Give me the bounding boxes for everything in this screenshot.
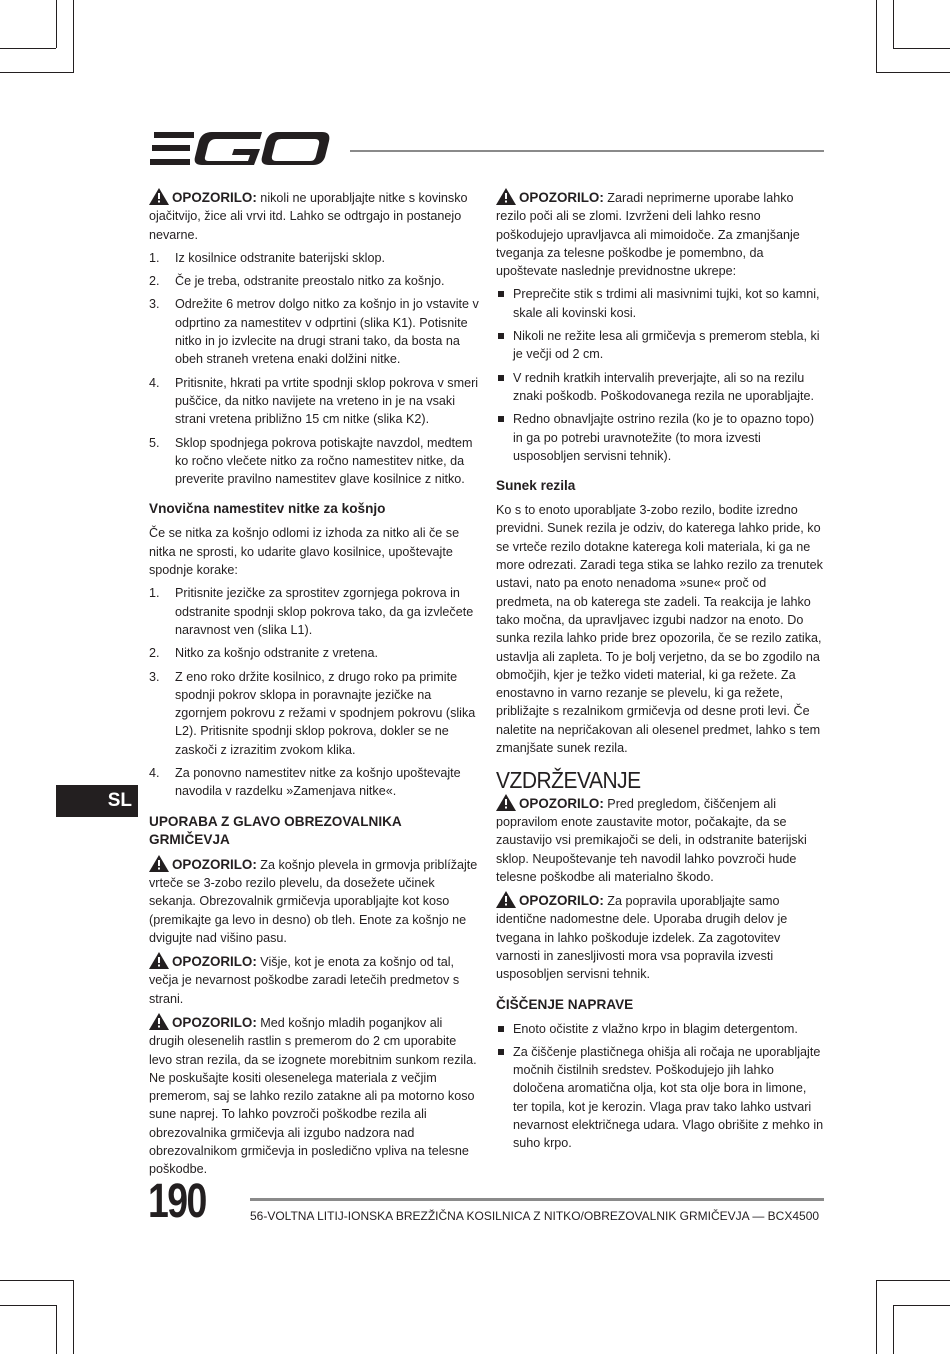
step-text: Če je treba, odstranite preostalo nitko za košnjo. [175, 274, 445, 289]
list-item [149, 272, 479, 290]
crop-mark [893, 1305, 894, 1354]
list-item [149, 764, 479, 801]
steps-list [149, 249, 479, 489]
warning-triangle-icon [496, 891, 516, 908]
step-text: Pritisnite jezičke za sprostitev zgornjega pokrova in odstranite spodnji sklop pokrova tako, da ga izvlečete naravnost ven (slika L1). [175, 586, 474, 637]
bullet-list [496, 1020, 824, 1153]
step-number: 3. [149, 669, 160, 684]
bullet-text: V rednih kratkih intervalih preverjajte, ali so na rezilu znaki poškodb. Poškodovanega rezila ne uporabljajte. [513, 370, 815, 403]
crop-mark [0, 72, 74, 73]
crop-mark [0, 1305, 56, 1306]
step-text: Odrežite 6 metrov dolgo nitko za košnjo in jo vstavite v odprtino za namestitev v odprtini (slika K1). Potisnite nitko in jo izvlecite na drugi strani tako, da bosta na obeh straneh vretena enaki dolžini nitke. [175, 297, 479, 367]
step-text: Pritisnite, hkrati pa vrtite spodnji sklop pokrova v smeri puščice, da nitko navijete na vreteno in je na vsaki strani vretena približno 15 cm nitke (slika K2). [175, 375, 479, 427]
list-item [496, 1043, 824, 1153]
crop-mark [56, 1305, 57, 1354]
crop-mark [0, 48, 56, 49]
section-heading: UPORABA Z GLAVO OBREZOVALNIKA GRMIČEVJA [149, 813, 402, 847]
list-item [149, 584, 479, 639]
crop-mark [876, 72, 950, 73]
warning-triangle-icon [496, 188, 516, 205]
step-text: Z eno roko držite kosilnico, z drugo roko pa primite spodnji pokrov sklopa in poravnajte jezičke na zgornjem pokrovu z režami v spodnjem pokrovu (slika L2). Pritisnite spodnji sklop pokrova, dokler se ne zaskoči z izrazitim zvokom klika. [175, 669, 476, 757]
list-item [149, 644, 479, 662]
step-number: 2. [149, 646, 160, 661]
warning-text: Za popravila uporabljajte samo identične nadomestne dele. Uporaba drugih delov je tvegana in lahko poškoduje izdelek. Za zagotovitev varnosti in zanesljivosti mora vsa popravila izvesti usposobljen servisni tehnik. [496, 894, 788, 982]
list-item [149, 374, 479, 429]
warning-label: OPOZORILO: [519, 190, 604, 205]
left-column [149, 188, 479, 1184]
warning-text: Višje, kot je enota za košnjo od tal, večja je nevarnost poškodbe zaradi letečih predmetov s strani. [149, 955, 460, 1006]
steps-list [149, 584, 479, 800]
step-text: Iz kosilnice odstranite baterijski sklop. [175, 250, 385, 265]
crop-mark [893, 48, 950, 49]
warning-paragraph [149, 1013, 479, 1179]
crop-mark [73, 1280, 74, 1354]
list-item [496, 1020, 824, 1038]
warning-triangle-icon [149, 188, 169, 205]
header-rule [350, 150, 824, 152]
step-text: Sklop spodnjega pokrova potiskajte navzdol, medtem ko ročno vlečete nitko za ročno namestitev nitke, da preverite pravilno namestitev glave kosilnice z nitko. [175, 435, 473, 487]
crop-mark [876, 1280, 877, 1354]
body-paragraph: Če se nitka za košnjo odlomi iz izhoda za nitko ali če se nitka ne sprosti, ko udarite glavo kosilnice, upoštevajte spodnje korake: [149, 526, 460, 578]
bullet-square-icon [498, 416, 504, 422]
warning-paragraph [496, 794, 824, 886]
bullet-square-icon [498, 291, 504, 297]
warning-text: Zaradi neprimerne uporabe lahko rezilo poči ali se zlomi. Izvrženi deli lahko resno poškodujejo upravljavca ali mimoidoče. Za zmanjšanje tveganja za telesne poškodbe je pomembno, da upoštevate naslednje previdnostne ukrepe: [496, 191, 800, 279]
warning-triangle-icon [149, 855, 169, 872]
warning-triangle-icon [496, 794, 516, 811]
ego-logo [150, 128, 330, 172]
list-item [149, 295, 479, 368]
list-item [149, 434, 479, 489]
step-number: 5. [149, 435, 160, 450]
step-number: 2. [149, 274, 160, 289]
chapter-heading: VZDRŽEVANJE [496, 767, 641, 794]
warning-label: OPOZORILO: [172, 856, 257, 872]
crop-mark [73, 0, 74, 72]
footer-rule [250, 1198, 824, 1201]
bullet-text: Nikoli ne režite lesa ali grmičevja s premerom stebla, ki je večji od 2 cm. [513, 329, 820, 362]
warning-paragraph [496, 188, 824, 280]
step-text: Za ponovno namestitev nitke za košnjo upoštevajte navodila v razdelku »Zamenjava nitke«. [175, 766, 461, 799]
step-text: Nitko za košnjo odstranite z vretena. [175, 646, 379, 661]
step-number: 1. [149, 586, 160, 601]
crop-mark [56, 0, 57, 48]
list-item [496, 369, 824, 406]
list-item [149, 249, 479, 267]
section-heading: ČIŠČENJE NAPRAVE [496, 996, 634, 1012]
warning-triangle-icon [149, 1013, 169, 1030]
warning-text: Pred pregledom, čiščenjem ali popravilom enote zaustavite motor, počakajte, da se zaustavijo vsi premikajoči se deli, in odstranite baterijski sklop. Neupoštevanje teh navodil lahko povzroči hude telesne poškodbe ali materialno škodo. [496, 796, 807, 884]
step-number: 4. [149, 766, 160, 781]
list-item [496, 327, 824, 364]
warning-label: OPOZORILO: [172, 190, 257, 205]
warning-paragraph [149, 855, 479, 947]
step-number: 4. [149, 375, 160, 390]
page-number: 190 [148, 1175, 206, 1228]
warning-text: nikoli ne uporabljajte nitke s kovinsko ojačitvijo, žice ali vrvi itd. Lahko se odtrgajo in postanejo nevarne. [149, 191, 468, 242]
warning-paragraph [149, 188, 479, 244]
right-column [496, 188, 824, 1159]
bullet-text: Enoto očistite z vlažno krpo in blagim detergentom. [513, 1021, 798, 1036]
bullet-list [496, 285, 824, 465]
warning-label: OPOZORILO: [519, 893, 604, 909]
step-number: 1. [149, 250, 160, 265]
bullet-square-icon [498, 333, 504, 339]
step-number: 3. [149, 297, 160, 312]
warning-triangle-icon [149, 952, 169, 969]
section-heading: Vnovična namestitev nitke za košnjo [149, 501, 386, 517]
bullet-text: Za čiščenje plastičnega ohišja ali ročaja ne uporabljajte močnih čistilnih sredstev. Poškodujejo jih lahko določena aromatična olja, kot sta olje bora in limone, ter topila, kot je kerozin. Vlaga prav tako lahko ustvari nevarnost električnega udara. Vlago obrišite z mehko in suho krpo. [513, 1044, 824, 1151]
crop-mark [893, 0, 894, 48]
list-item [496, 285, 824, 322]
crop-mark [893, 1305, 950, 1306]
bullet-square-icon [498, 1049, 504, 1055]
crop-mark [0, 1280, 74, 1281]
warning-text: Za košnjo plevela in grmovja priblížajte vrteče se 3-zobo rezilo plevelu, da dosežete učinek sekanja. Obrezovalnik grmičevja uporabljajte kot koso (premikajte ga levo in desno) ob tleh. Enote za košnjo ne dvigujte nad višino pasu. [149, 857, 478, 945]
bullet-text: Preprečite stik s trdimi ali masivnimi tujki, kot so kamni, skale ali kovinski kosi. [513, 287, 820, 320]
warning-paragraph [496, 891, 824, 983]
footer-title: 56-VOLTNA LITIJ-IONSKA BREZŽIČNA KOSILNICA Z NITKO/OBREZOVALNIK GRMIČEVJA — BCX4500 [250, 1209, 820, 1223]
body-paragraph: Ko s to enoto uporabljate 3-zobo rezilo, bodite izredno previdni. Sunek rezila je odziv, do katerega lahko pride, ko se vrteče rezilo dotakne katerega koli materiala, ki ga ne more odrezati. Zaradi tega stika se lahko rezilo za trenutek ustavi, nato pa enoto nenadoma »sune« proč od predmeta, na ob katerega ste zadeli. Ta reakcija je lahko tako močna, da upravljavec izgubi nadzor na enoto. Do sunka rezila lahko pride brez opozorila, če se rezilo zatika, ustavlja ali zapleta. To je bolj verjetno, da se bo zgodilo na območjih, kjer je težko videti material, ki ga režete. Za enostavno in varno rezanje se plevelu, ki ga režete, približajte s rezalnikom grmičevja od desne proti levi. Če naletite na nepričakovan ali olesenel predmet, lahko s tem zmanjšate sunek rezila. [496, 503, 823, 756]
bullet-square-icon [498, 375, 504, 381]
bullet-text: Redno obnavljajte ostrino rezila (ko je to opazno topo) in ga po potrebi uravnotežite (to mora izvesti usposobljen servisni tehnik). [513, 412, 815, 463]
warning-label: OPOZORILO: [519, 795, 604, 811]
warning-label: OPOZORILO: [172, 1014, 257, 1030]
section-heading: Sunek rezila [496, 478, 576, 494]
warning-paragraph [149, 952, 479, 1008]
warning-label: OPOZORILO: [172, 954, 257, 970]
list-item [496, 410, 824, 465]
crop-mark [876, 0, 877, 72]
crop-mark [876, 1280, 950, 1281]
language-tab: SL [56, 785, 138, 817]
bullet-square-icon [498, 1026, 504, 1032]
warning-text: Med košnjo mladih poganjkov ali drugih olesenelih rastlin s premerom do 2 cm uporabite levo stran rezila, da se izognete morebitnim sunkom rezila. Ne poskušajte kositi olesenelega materiala z večjim premerom, saj se lahko rezilo zatakne ali pa motorno koso sune naprej. To lahko povzroči poškodbe rezila ali obrezovalnika grmičevja ali izgubo nadzora nad obrezovalnikom grmičevja in posledično vpliva na telesne poškodbe. [149, 1015, 477, 1177]
list-item [149, 668, 479, 759]
